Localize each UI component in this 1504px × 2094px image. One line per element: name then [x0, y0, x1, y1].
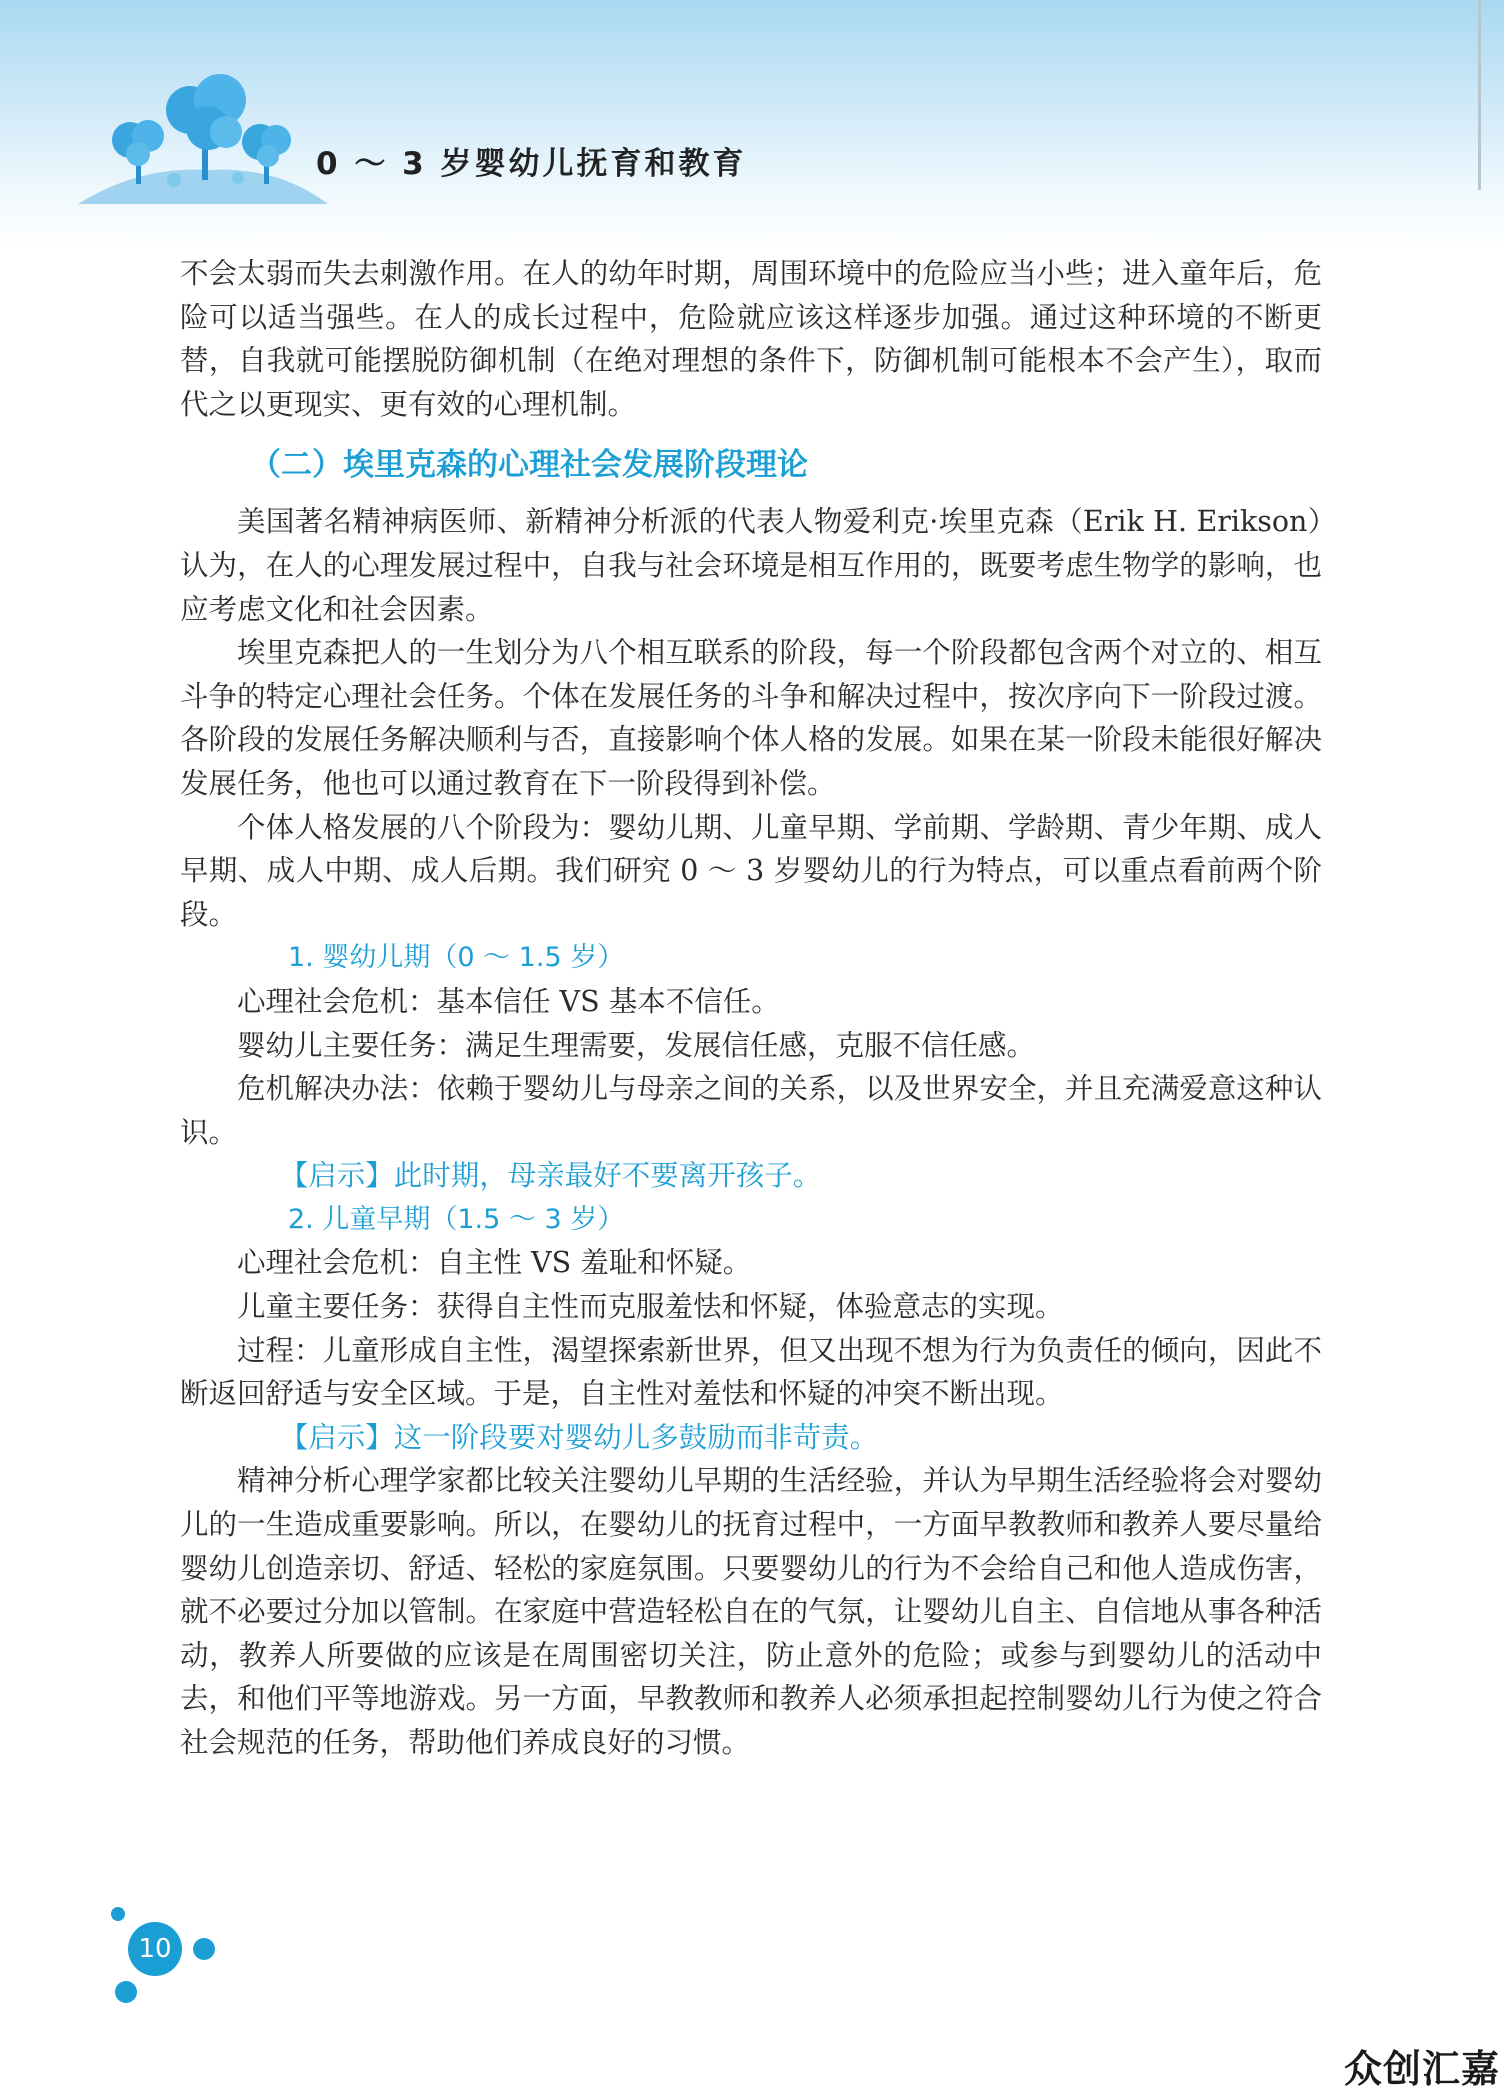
closing-paragraph: 精神分析心理学家都比较关注婴幼儿早期的生活经验，并认为早期生活经验将会对婴幼儿的一生造成重要影响。所以，在婴幼儿的抚育过程中，一方面早教教师和教养人要尽量给婴幼儿创造亲切、舒适、轻松的家庭氛围。只要婴幼儿的行为不会给自己和他人造成伤害，就不必要过分加以管制。在家庭中营造轻松自在的气氛，让婴幼儿自主、自信地从事各种活动，教养人所要做的应该是在周围密切关注，防止意外的危险；或参与到婴幼儿的活动中去，和他们平等地游戏。另一方面，早教教师和教养人必须承担起控制婴幼儿行为使之符合社会规范的任务，帮助他们养成良好的习惯。	[180, 1464, 1322, 1759]
stage-1-heading: 1. 婴幼儿期（0 ～ 1.5 岁）	[288, 942, 625, 974]
book-title: 0 ～ 3 岁婴幼儿抚育和教育	[316, 146, 747, 182]
paragraph-stage-list: 个体人格发展的八个阶段为：婴幼儿期、儿童早期、学前期、学龄期、青少年期、成人早期、成人中期、成人后期。我们研究 0 ～ 3 岁婴幼儿的行为特点，可以重点看前两个阶段。	[180, 810, 1322, 931]
section-heading: （二）埃里克森的心理社会发展阶段理论	[250, 447, 808, 484]
insight-text: 这一阶段要对婴幼儿多鼓励而非苛责。	[393, 1420, 879, 1454]
page-body	[180, 252, 1322, 1765]
stage-1-crisis: 心理社会危机：基本信任 VS 基本不信任。	[237, 984, 780, 1018]
insight-tag: 【启示】	[279, 1159, 394, 1193]
stage-1-solution: 危机解决办法：依赖于婴幼儿与母亲之间的关系，以及世界安全，并且充满爱意这种认识。	[180, 1072, 1322, 1149]
intro-paragraph: 不会太弱而失去刺激作用。在人的幼年时期，周围环境中的危险应当小些；进入童年后，危险可以适当强些。在人的成长过程中，危险就应该这样逐步加强。通过这种环境的不断更替，自我就可能摆脱防御机制（在绝对理想的条件下，防御机制可能根本不会产生），取而代之以更现实、更有效的心理机制。	[180, 257, 1322, 421]
insight-text: 此时期，母亲最好不要离开孩子。	[393, 1159, 822, 1193]
insight-tag: 【启示】	[279, 1420, 394, 1454]
stage-2-process: 过程：儿童形成自主性，渴望探索新世界，但又出现不想为行为负责任的倾向，因此不断返回舒适与安全区域。于是，自主性对羞怯和怀疑的冲突不断出现。	[180, 1333, 1322, 1411]
stage-1-task: 婴幼儿主要任务：满足生理需要，发展信任感，克服不信任感。	[237, 1028, 1036, 1062]
stage-2-heading: 2. 儿童早期（1.5 ～ 3 岁）	[288, 1203, 625, 1235]
paragraph-erikson-intro: 美国著名精神病医师、新精神分析派的代表人物爱利克·埃里克森（Erik H. Erikson）认为，在人的心理发展过程中，自我与社会环境是相互作用的，既要考虑生物学的影响，也应考虑文化和社会因素。	[180, 505, 1322, 626]
stage-2-insight	[180, 1416, 1322, 1460]
page-number: 10	[138, 1934, 172, 1964]
stage-2-crisis: 心理社会危机：自主性 VS 羞耻和怀疑。	[237, 1246, 752, 1280]
stage-2-task: 儿童主要任务：获得自主性而克服羞怯和怀疑，体验意志的实现。	[237, 1290, 1064, 1324]
watermark-logo: 众创汇嘉	[1344, 2047, 1501, 2091]
stage-1-insight	[180, 1154, 1322, 1198]
paragraph-eight-stages: 埃里克森把人的一生划分为八个相互联系的阶段，每一个阶段都包含两个对立的、相互斗争的特定心理社会任务。个体在发展任务的斗争和解决过程中，按次序向下一阶段过渡。各阶段的发展任务解决顺利与否，直接影响个体人格的发展。如果在某一阶段未能很好解决发展任务，他也可以通过教育在下一阶段得到补偿。	[180, 636, 1322, 800]
page-edge-line	[1478, 0, 1481, 190]
trees-illustration	[78, 70, 338, 210]
